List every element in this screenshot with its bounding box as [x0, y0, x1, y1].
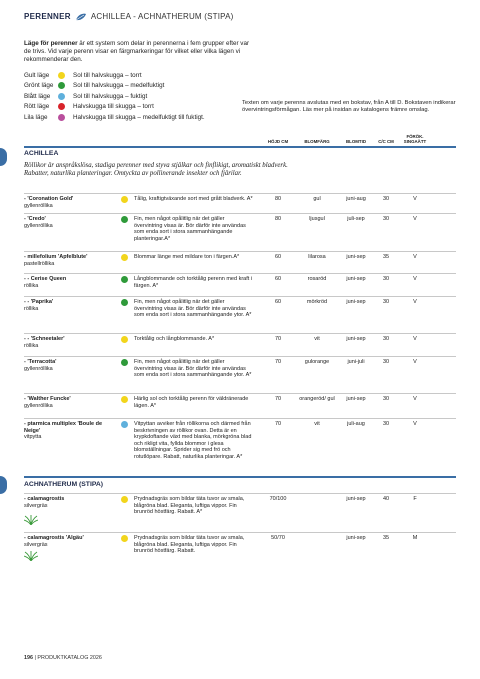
plant-description: Prydnadsgräs som bildar täta tuvor av smala, blågröna blad. Eleganta, luftiga vippor. Fin brunröd höstfärg. Rabatt. A*	[134, 496, 245, 516]
flower-time-value: juni-juli	[347, 359, 365, 365]
page-subtitle: ACHILLEA - ACHNATHERUM (STIPA)	[90, 12, 234, 21]
legend-label: Rött läge	[24, 103, 50, 111]
propagation-value: V	[413, 196, 417, 202]
variety-name: - 'Terracotta'	[24, 359, 57, 365]
green-dot-icon	[121, 216, 128, 223]
section-divider	[24, 146, 456, 148]
variety-name: - 'Coronation Gold'	[24, 196, 74, 202]
yellow-dot-icon	[121, 496, 128, 503]
row-divider	[24, 213, 456, 214]
spacing-value: 30	[382, 396, 390, 402]
height-value: 80	[274, 196, 282, 202]
height-value: 60	[274, 276, 282, 282]
plant-description: Tålig, kraftigtväxande sort med grått bladverk. A*	[134, 196, 253, 202]
legend-row	[24, 70, 205, 81]
yellow-dot-icon	[121, 336, 128, 343]
common-name: silvergräs	[24, 502, 48, 509]
flower-time-value: juni-sep	[346, 276, 366, 282]
section-tab	[0, 148, 7, 166]
height-value: 70	[274, 396, 282, 402]
page-header	[24, 12, 233, 21]
col-height: HÖJD CM	[267, 139, 289, 144]
section-title: ACHILLEA	[24, 150, 59, 157]
propagation-value: V	[413, 276, 417, 282]
col-flower-color: BLOMFÄRG	[304, 139, 330, 144]
col-flower-time: BLOMTID	[346, 139, 366, 144]
legend-desc: Sol till halvskugga – torrt	[73, 71, 142, 79]
location-legend	[24, 70, 205, 123]
flower-color-value: ljusgul	[309, 216, 325, 222]
grass-icon	[24, 515, 38, 525]
variety-name: - millefolium 'Apfelblute'	[24, 254, 88, 260]
common-name: gyllenröllika	[24, 402, 53, 409]
plant-description: Prydnadsgräs som bildar täta tuvor av smala, blågröna blad. Eleganta, luftiga vippor. Fin brunröd höstfärg. Rabatt.	[134, 535, 245, 555]
spacing-value: 35	[382, 535, 390, 541]
purple-dot-icon	[58, 114, 65, 121]
green-dot-icon	[58, 82, 65, 89]
flower-color-value: vit	[314, 421, 320, 427]
plant-description: Härlig sol och torktålig perenn för väldränerade lägen. A*	[134, 396, 249, 409]
section-tab	[0, 476, 7, 494]
common-name: röllika	[24, 282, 39, 289]
plant-name	[24, 299, 114, 312]
common-name: röllika	[24, 342, 39, 349]
legend-label: Lila läge	[24, 113, 48, 121]
column-headers	[24, 128, 456, 146]
green-dot-icon	[121, 276, 128, 283]
section-description: Röllikor är anspråkslösa, stadiga perenner med styva stjälkar och finflikigt, aromatiskt bladverk. Rabatter, naturlika planteringar. Omtyckta av pollinerande insekter och fjärilar.	[24, 162, 288, 178]
col-propagation-line2: SINGAÄTT	[403, 139, 427, 144]
propagation-value: F	[413, 496, 417, 502]
red-dot-icon	[58, 103, 65, 110]
legend-label: Blått läge	[24, 92, 51, 100]
variety-name: - calamagrostis 'Algäu'	[24, 535, 84, 541]
height-value: 70	[274, 421, 282, 427]
row-divider	[24, 251, 456, 252]
common-name: röllika	[24, 305, 39, 312]
row-divider	[24, 493, 456, 494]
intro-body: är ett system som delar in perennerna i fem grupper efter var de trivs. Vid varje perenn visar en färgmarkeringar för vilket eller vilka lägen vi rekommenderar den.	[24, 40, 250, 64]
flower-time-value: juni-aug	[346, 196, 366, 202]
flower-time-value: juni-sep	[346, 496, 366, 502]
legend-label: Gult läge	[24, 71, 50, 79]
row-divider	[24, 532, 456, 533]
flower-time-value: juni-sep	[346, 535, 366, 541]
variety-name: - ptarmica multiplex 'Boule de Neige'	[24, 421, 103, 434]
common-name: pastellröllika	[24, 260, 55, 267]
plant-description: Långblommande och torktålig perenn med kraft i färgen. A*	[134, 276, 253, 289]
legend-desc: Halvskugga till skugga – torrt	[73, 103, 154, 111]
flower-time-value: juni-sep	[346, 254, 366, 260]
legend-row	[24, 81, 205, 92]
blue-dot-icon	[121, 421, 128, 428]
plant-name	[24, 254, 114, 267]
catalog-title: PRODUKTKATALOG 2026	[37, 655, 102, 661]
plant-name	[24, 216, 114, 229]
flower-color-value: vit	[314, 336, 320, 342]
variety-name: - 'Credo'	[24, 216, 46, 222]
common-name: gyllenröllika	[24, 365, 53, 372]
common-name: vitpytta	[24, 434, 42, 441]
legend-row	[24, 91, 205, 102]
yellow-dot-icon	[121, 254, 128, 261]
flower-color-value: mörkröd	[306, 299, 328, 305]
plant-description: Vitpyttan avviker från röllikorna och därmed från beskrivningen av röllikor ovan. Detta är en krypkdoftande växt med blanka, mörkgröna blad och rikligt vita, fyllda blommor i glesa blomställningar. Sprider sig med frö och rotutlöpare. Rabatt, naturlika planteringar. A*	[134, 421, 252, 460]
category-title: PERENNER	[24, 12, 71, 21]
grass-icon	[24, 551, 38, 561]
flower-color-value: orangeröd/ gul	[299, 396, 335, 402]
variety-name: - - 'Paprika'	[24, 299, 54, 305]
row-divider	[24, 356, 456, 357]
variety-name: - - Cerise Queen	[24, 276, 67, 282]
flower-time-value: juni-sep	[346, 299, 366, 305]
common-name: gyllenröllika	[24, 222, 53, 229]
plant-description: Fin, men något opålitlig när det gäller övervintring visas är. Bör därför inte användas som enda sort i stora sammanhängande ytor. A*	[134, 359, 252, 379]
section-divider	[24, 476, 456, 478]
height-value: 70/100	[269, 496, 287, 502]
col-propagation	[398, 134, 432, 144]
variety-name: - calamagrostis	[24, 496, 65, 502]
intro-bold: Läge för perenner	[24, 40, 78, 47]
plant-name	[24, 359, 114, 372]
yellow-dot-icon	[121, 396, 128, 403]
page-number: 196	[24, 655, 33, 661]
plant-name	[24, 421, 114, 441]
spacing-value: 35	[382, 254, 390, 260]
height-value: 50/70	[271, 535, 285, 541]
height-value: 70	[274, 336, 282, 342]
variety-name: - - 'Schneetaler'	[24, 336, 65, 342]
height-value: 60	[274, 299, 282, 305]
leaf-icon	[75, 13, 87, 21]
spacing-value: 30	[382, 276, 390, 282]
flower-color-value: lilarosa	[308, 254, 326, 260]
intro-text	[24, 40, 254, 65]
yellow-dot-icon	[121, 196, 128, 203]
legend-desc: Sol till halvskugga – fuktigt	[73, 92, 148, 100]
green-dot-icon	[121, 359, 128, 366]
flower-time-value: juli-aug	[347, 421, 365, 427]
plant-description: Blommar länge med mildare ton i färgen.A*	[134, 254, 240, 260]
spacing-value: 30	[382, 421, 390, 427]
height-value: 80	[274, 216, 282, 222]
spacing-value: 30	[382, 336, 390, 342]
spacing-value: 30	[382, 216, 390, 222]
plant-name	[24, 496, 114, 509]
row-divider	[24, 193, 456, 194]
section-title: ACHNATHERUM (STIPA)	[24, 481, 104, 488]
plant-name	[24, 336, 114, 349]
propagation-value: V	[413, 216, 417, 222]
plant-name	[24, 396, 114, 409]
spacing-value: 40	[382, 496, 390, 502]
propagation-value: V	[413, 421, 417, 427]
height-value: 60	[274, 254, 282, 260]
common-name: silvergräs	[24, 541, 48, 548]
variety-name: - 'Walther Funcke'	[24, 396, 71, 402]
propagation-value: V	[413, 396, 417, 402]
legend-desc: Sol till halvskugga – medelfuktigt	[73, 82, 165, 90]
legend-row	[24, 112, 205, 123]
flower-color-value: gul	[313, 196, 321, 202]
col-propagation-line1: FÖRÖK.	[406, 134, 424, 139]
flower-color-value: gulorange	[304, 359, 330, 365]
page-footer	[24, 655, 102, 661]
propagation-value: V	[413, 299, 417, 305]
plant-description: Fin, men något opålitlig när det gäller övervintring visas är. Bör därför inte användas som enda sort i stora sammanhängande ytor. A*	[134, 299, 252, 319]
flower-time-value: juni-sep	[346, 396, 366, 402]
legend-desc: Halvskugga till skugga – medelfuktigt till fuktigt.	[73, 113, 205, 121]
green-dot-icon	[121, 299, 128, 306]
row-divider	[24, 418, 456, 419]
spacing-value: 30	[382, 196, 390, 202]
blue-dot-icon	[58, 93, 65, 100]
row-divider	[24, 333, 456, 334]
propagation-value: M	[412, 535, 418, 541]
propagation-value: V	[413, 254, 417, 260]
legend-row	[24, 102, 205, 113]
footer-separator: |	[34, 655, 36, 661]
yellow-dot-icon	[58, 72, 65, 79]
row-divider	[24, 296, 456, 297]
propagation-value: V	[413, 336, 417, 342]
flower-time-value: juni-sep	[346, 336, 366, 342]
row-divider	[24, 393, 456, 394]
plant-description: Fin, men något opålitlig när det gäller övervintring visas är. Bör därför inte användas som enda sort i stora sammanhängande planteringar.A*	[134, 216, 246, 242]
plant-description: Torktålig och långblommande. A*	[134, 336, 215, 342]
common-name: gyllenröllika	[24, 202, 53, 209]
legend-label: Grönt läge	[24, 82, 54, 90]
flower-color-value: rosaröd	[307, 276, 327, 282]
col-spacing: C/C CM	[378, 139, 394, 144]
yellow-dot-icon	[121, 535, 128, 542]
spacing-value: 30	[382, 359, 390, 365]
row-divider	[24, 273, 456, 274]
plant-name	[24, 196, 114, 209]
plant-name	[24, 535, 114, 548]
plant-name	[24, 276, 114, 289]
spacing-value: 30	[382, 299, 390, 305]
propagation-value: V	[413, 359, 417, 365]
height-value: 70	[274, 359, 282, 365]
flower-time-value: juli-sep	[347, 216, 365, 222]
hardiness-note: Texten om varje perenns avslutas med en bokstav, från A till D. Bokstaven indikerar övervintringsförmågan. Läs mer på insidan av katalogens främre omslag.	[242, 100, 456, 114]
